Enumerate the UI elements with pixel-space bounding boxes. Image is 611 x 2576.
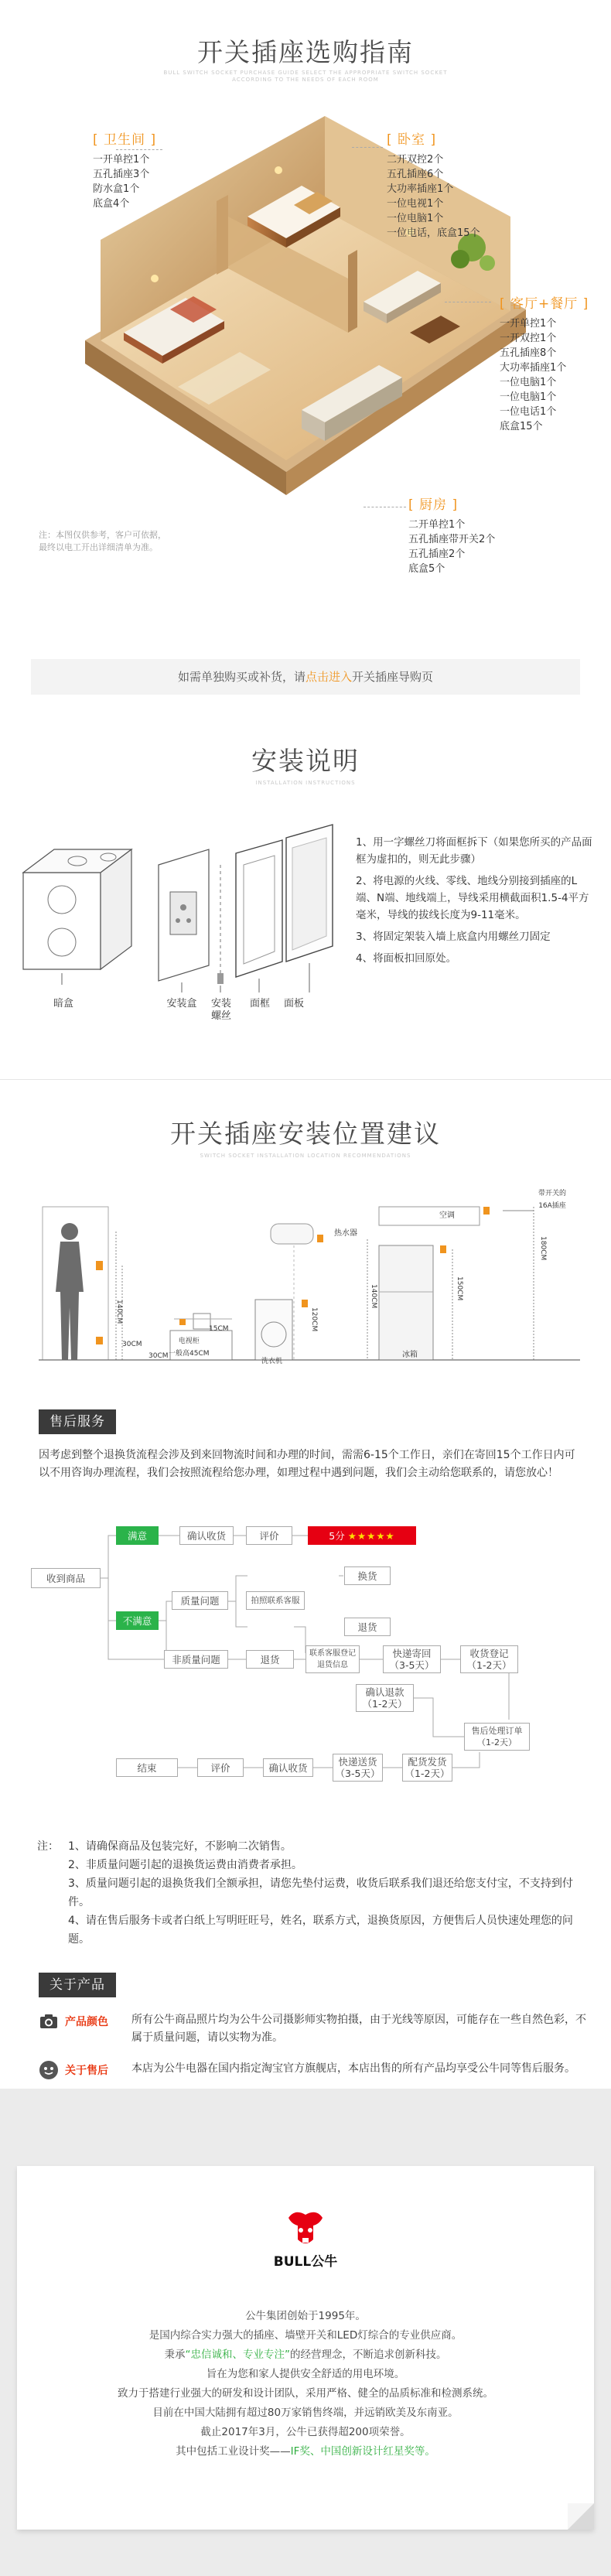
flow-receipt-reg: 收货登记 （1-2天）: [460, 1645, 518, 1673]
flow-express-deliver: 快递送货 （3-5天）: [333, 1754, 383, 1782]
install-title: 安装说明: [251, 746, 360, 776]
brand-line: 截止2017年3月，公牛已获得超200项荣誉。: [200, 2426, 411, 2438]
room-item: 底盒5个: [408, 563, 445, 575]
part-label-install-box: 安装盒: [166, 998, 197, 1010]
logo-text: BULL公牛: [273, 2254, 338, 2270]
flow-review-2: 评价: [197, 1758, 244, 1777]
room-item: 一位电脑1个: [500, 377, 557, 388]
room-item: 二开双控2个: [387, 154, 444, 166]
flow-satisfied: 满意: [116, 1526, 159, 1545]
purchase-tip-bar: [31, 659, 580, 695]
about-color-row: [39, 2011, 588, 2047]
camera-icon: [39, 2011, 59, 2031]
flow-aftersale-order: 售后处理订单 （1-2天）: [464, 1723, 530, 1751]
flow-unsatisfied: 不满意: [116, 1611, 159, 1630]
part-label-box: 暗盒: [53, 998, 73, 1010]
flow-confirm-receipt: 确认收货: [179, 1526, 234, 1545]
label-h30: 30CM: [148, 1352, 169, 1360]
room-item: 一位电脑1个: [387, 213, 444, 224]
about-color-text: 所有公牛商品照片均为公牛公司摄影师实物拍摄，由于光线等原因，可能存在一些自然色彩，不属于质量问题，请以实物为准。: [131, 2014, 586, 2044]
note-item: 4、请在售后服务卡或者白纸上写明旺旺号，姓名，联系方式，退换货原因，方便售后人员快速处理您的问题。: [68, 1915, 573, 1946]
guide-title: 开关插座选购指南: [197, 37, 414, 67]
flow-exchange: 换货: [344, 1566, 391, 1585]
label-h140b: 140CM: [370, 1284, 377, 1309]
bull-logo: [265, 2209, 346, 2275]
room-item: 一位电话，底盒15个: [387, 227, 480, 239]
label-washer: 洗衣机: [261, 1358, 283, 1365]
room-item: 一位电视1个: [387, 198, 444, 210]
room-item: 一开双控1个: [500, 333, 557, 344]
tip-prefix: 如需单独购买或补货，请: [177, 670, 306, 684]
brand-awards: IF奖、中国创新设计红星奖等。: [290, 2445, 435, 2458]
brand-line: 目前在中国大陆拥有超过80万家销售终端，并远销欧美及东南亚。: [152, 2407, 459, 2419]
label-h140: 140CM: [115, 1300, 123, 1324]
label-ac: 空调: [439, 1211, 455, 1220]
brand-line: 公牛集团创始于1995年。: [245, 2310, 366, 2322]
flow-contact-cs: 联系客服登记 退货信息: [306, 1645, 360, 1673]
flow-confirm-receipt-2: 确认收货: [263, 1758, 313, 1777]
leader-line: [352, 147, 383, 148]
room-kitchen: [408, 498, 495, 576]
room-item: 大功率插座1个: [387, 183, 454, 195]
room-item: 五孔插座6个: [387, 169, 444, 180]
label-h150: 150CM: [456, 1276, 463, 1301]
star-rating-icon: ★★★★★: [347, 1529, 395, 1542]
about-heading: 关于产品: [39, 1973, 116, 1997]
brand-motto: “忠信诚和、专业专注”: [185, 2349, 290, 2361]
room-item: 底盒15个: [500, 421, 543, 432]
room-item: 底盒4个: [93, 198, 130, 210]
guide-page-link[interactable]: 点击进入: [305, 670, 352, 684]
flow-quality-issue: 质量问题: [172, 1591, 228, 1610]
room-item: 一开单控1个: [93, 154, 150, 166]
flow-end: 结束: [116, 1758, 178, 1777]
install-step: 1、用一字螺丝刀将面框拆下（如果您所买的产品面框为虚扣的，则无此步骤）: [356, 836, 592, 866]
room-item: 大功率插座1个: [500, 362, 567, 374]
flow-photo-contact: 拍照联系客服: [246, 1591, 305, 1610]
label-tv-desk: 电视柜 一般高45CM: [169, 1338, 210, 1358]
label-water-heater: 热水器: [334, 1229, 357, 1238]
note-item: 3、质量问题引起的退换货我们全额承担，请您先垫付运费，收货后联系我们退还给您支付宝，不支持到付件。: [68, 1877, 573, 1908]
notes-lead: 注：: [37, 1840, 59, 1853]
install-step: 3、将固定架装入墙上底盒内用螺丝刀固定: [356, 931, 551, 943]
room-bathroom: [93, 133, 156, 211]
brand-line: [17, 2345, 594, 2365]
brand-line: 是国内综合实力强大的插座、墙壁开关和LED灯综合的专业供应商。: [148, 2329, 463, 2342]
aftersale-heading: 售后服务: [39, 1409, 116, 1434]
brand-line-prefix: 其中包括工业设计奖——: [176, 2445, 291, 2458]
label-h120: 120CM: [310, 1307, 318, 1332]
flow-review: 评价: [246, 1526, 292, 1545]
room-item: 五孔插座8个: [500, 347, 557, 359]
room-name: [ 卧室 ]: [387, 132, 437, 148]
page-fold-corner: [568, 2503, 594, 2530]
room-living-dining: [500, 297, 589, 434]
about-aftersale-row: [39, 2060, 588, 2080]
brand-line-suffix: 的经营理念，不断追求创新科技。: [290, 2349, 447, 2361]
install-step: 4、将面板扣回原处。: [356, 952, 457, 965]
part-label-frame: 面框: [249, 998, 270, 1010]
note-item: 1、请确保商品及包装完好，不影响二次销售。: [68, 1840, 292, 1853]
brand-line: 致力于搭建行业强大的研发和设计团队，采用严格、健全的品质标准和检测系统。: [118, 2387, 493, 2400]
aftersale-intro: 因考虑到整个退换货流程会涉及到来回物流时间和办理的时间，需需6-15个工作日，亲们在寄回15个工作日内可以不用咨询办理流程，我们会按照流程给您办理，如理过程中遇到问题，我们会主动给您联系的，请您放心！: [39, 1449, 575, 1479]
label-ac-socket: 带开关的 16A插座: [538, 1190, 567, 1210]
flow-return-2: 退货: [246, 1650, 294, 1669]
label-fridge: 冰箱: [402, 1351, 418, 1359]
flow-return-1: 退货: [344, 1618, 391, 1636]
installation-position-diagram: [39, 1184, 580, 1369]
label-h30-switch: 30CM: [122, 1341, 142, 1348]
room-item: 一位电脑1个: [500, 391, 557, 403]
label-h15: 15CM: [209, 1325, 229, 1333]
room-name: [ 卫生间 ]: [93, 132, 157, 148]
flow-confirm-return: 确认退款 （1-2天）: [356, 1684, 414, 1712]
section-divider: [0, 1079, 611, 1080]
note-item: 2、非质量问题引起的退换货运费由消费者承担。: [68, 1859, 302, 1871]
room-bedroom: [387, 133, 480, 241]
position-subtitle: SWITCH SOCKET INSTALLATION LOCATION RECOMMENDATIONS: [200, 1153, 411, 1159]
room-item: 一开单控1个: [500, 318, 557, 330]
label-h180-right: 180CM: [539, 1236, 547, 1261]
room-item: 五孔插座2个: [408, 548, 466, 560]
tip-suffix: 开关插座导购页: [352, 670, 434, 684]
service-face-icon: [39, 2060, 59, 2080]
note-line: 注：本图仅供参考，客户可依据，: [39, 530, 166, 540]
install-step: 2、将电源的火线、零线、地线分别接到插座的L端、N端、地线端上，导线采用横截面积1.5-4平方毫米，导线的拔线长度为9-11毫米。: [356, 875, 589, 921]
part-label-screw: 安装 螺丝: [210, 998, 231, 1022]
about-aftersale-text: 本店为公牛电器在国内指定淘宝官方旗舰店，本店出售的所有产品均享受公牛同等售后服务。: [131, 2062, 575, 2075]
room-item: 一位电话1个: [500, 406, 557, 418]
room-name: [ 厨房 ]: [408, 497, 459, 513]
brand-line: [17, 2442, 594, 2462]
five-star-label: 5分: [329, 1529, 345, 1542]
flow-receive: 收到商品: [31, 1568, 101, 1588]
aftersale-notes: [37, 1837, 586, 1949]
position-title: 开关插座安装位置建议: [170, 1119, 441, 1149]
brand-line: 旨在为您和家人提供安全舒适的用电环境。: [206, 2368, 405, 2380]
flow-five-star: [308, 1526, 416, 1545]
flow-express-return: 快递寄回 （3-5天）: [383, 1645, 441, 1673]
room-item: 五孔插座3个: [93, 169, 150, 180]
install-subtitle: INSTALLATION INSTRUCTIONS: [255, 780, 356, 786]
about-color-name: 产品颜色: [65, 2016, 108, 2028]
room-item: 二开单控1个: [408, 519, 466, 531]
brand-line-prefix: 秉承: [164, 2349, 186, 2361]
installation-diagram: [15, 818, 340, 1012]
room-item: 五孔插座带开关2个: [408, 534, 496, 545]
aftersale-flowchart: [31, 1520, 588, 1814]
guide-note: [39, 529, 166, 554]
part-label-panel: 面板: [283, 998, 304, 1010]
flow-delivery: 配货发货 （1-2天）: [402, 1754, 452, 1782]
about-aftersale-name: 关于售后: [65, 2065, 108, 2077]
flow-non-quality: 非质量问题: [164, 1650, 228, 1669]
install-steps: [356, 834, 596, 972]
note-line: 最终以电工开出详细清单为准。: [39, 542, 158, 552]
room-name: [ 客厅+餐厅 ]: [500, 296, 589, 312]
guide-subtitle: BULL SWITCH SOCKET PURCHASE GUIDE SELECT THE APPROPRIATE SWITCH SOCKET ACCORDING TO THE NEEDS OF EACH ROOM: [163, 70, 448, 83]
brand-intro: [17, 2307, 594, 2462]
room-item: 防水盒1个: [93, 183, 140, 195]
